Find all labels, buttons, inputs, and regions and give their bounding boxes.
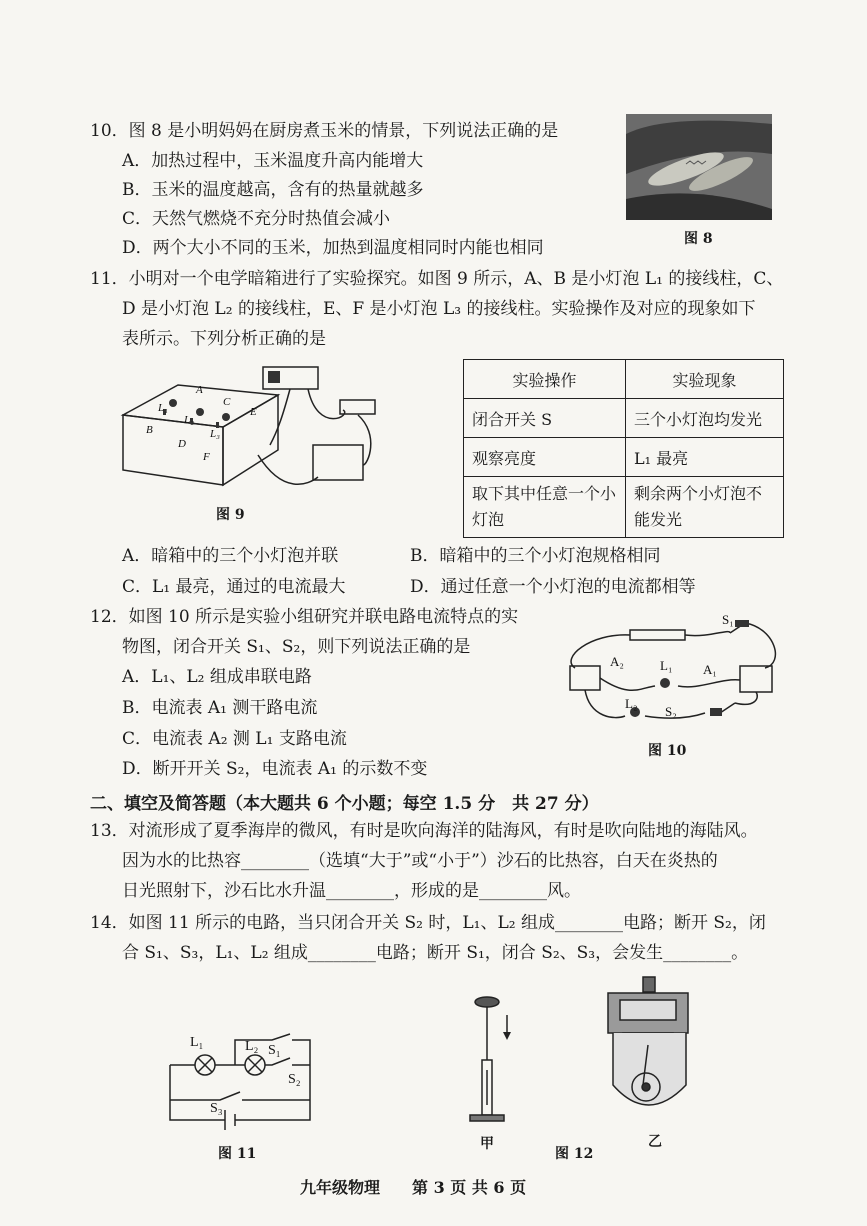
table-cell: 取下其中任意一个小灯泡: [464, 477, 626, 538]
figure-11-circuit: [160, 1020, 320, 1140]
figure-12-caption: 图 12: [555, 1146, 594, 1162]
fig11-label-L1: L₁: [190, 1035, 204, 1050]
figure-12-label-yi: 乙: [648, 1134, 662, 1150]
fig9-label-F: F: [203, 451, 210, 463]
q12-line-1: 12．如图 10 所示是实验小组研究并联电路电流特点的实: [90, 607, 519, 627]
corn-cooking-photo: [626, 114, 772, 220]
page-footer: 九年级物理 第 3 页 共 6 页: [300, 1178, 527, 1197]
q11-line-3: 表所示。下列分析正确的是: [122, 329, 326, 349]
fig10-label-A1: A₁: [703, 662, 717, 677]
figure-11-caption: 图 11: [218, 1146, 257, 1162]
table-header-phenomenon: 实验现象: [626, 360, 784, 399]
figure-12-yi-engine: [598, 975, 703, 1125]
q11-option-b: B．暗箱中的三个小灯泡规格相同: [410, 546, 661, 566]
q14-line-1: 14．如图 11 所示的电路，当只闭合开关 S₂ 时，L₁、L₂ 组成________电路；断开 S₂，闭: [90, 913, 766, 933]
figure-10-circuit: [560, 608, 785, 743]
fig10-label-S2: S₂: [665, 704, 677, 719]
q11-option-c: C．L₁ 最亮，通过的电流最大: [122, 577, 346, 597]
q12-option-a: A．L₁、L₂ 组成串联电路: [122, 667, 312, 687]
table-cell: 闭合开关 S: [464, 399, 626, 438]
fig11-label-L2: L₂: [245, 1039, 259, 1054]
figure-9-dark-box: [118, 355, 388, 505]
q13-line-1: 13．对流形成了夏季海岸的微风，有时是吹向海洋的陆海风，有时是吹向陆地的海陆风。: [90, 821, 758, 841]
fig9-label-L2: L₂: [184, 414, 194, 426]
q12-option-d: D．断开开关 S₂，电流表 A₁ 的示数不变: [122, 759, 428, 779]
q14-line-2: 合 S₁、S₃，L₁、L₂ 组成________电路；断开 S₁，闭合 S₂、S₃，会发生________。: [122, 943, 749, 963]
table-row: [464, 438, 784, 477]
section-2-heading: 二、填空及简答题（本大题共 6 个小题；每空 1.5 分 共 27 分）: [90, 794, 599, 814]
q13-line-2: 因为水的比热容________（选填“大于”或“小于”）沙石的比热容，白天在炎热的: [122, 851, 718, 871]
fig9-label-E: E: [250, 406, 257, 418]
table-cell: 剩余两个小灯泡不能发光: [626, 477, 784, 538]
q11-option-d: D．通过任意一个小灯泡的电流都相等: [410, 577, 696, 597]
q10-option-c: C．天然气燃烧不充分时热值会减小: [122, 209, 391, 229]
q10-option-a: A．加热过程中，玉米温度升高内能增大: [122, 151, 424, 171]
q12-line-2: 物图，闭合开关 S₁、S₂，则下列说法正确的是: [122, 637, 471, 657]
q10-option-b: B．玉米的温度越高，含有的热量就越多: [122, 180, 424, 200]
fig9-label-A: A: [196, 384, 203, 396]
fig9-label-L3: L₃: [210, 428, 220, 440]
q10-stem: 10．图 8 是小明妈妈在厨房煮玉米的情景，下列说法正确的是: [90, 121, 559, 141]
fig10-label-A2: A₂: [610, 654, 624, 669]
figure-12-label-jia: 甲: [480, 1136, 494, 1152]
q11-option-a: A．暗箱中的三个小灯泡并联: [122, 546, 339, 566]
figure-12-jia-apparatus: [465, 990, 525, 1125]
fig11-label-S3: S₃: [210, 1101, 223, 1116]
fig10-label-L2: L₂: [625, 696, 638, 711]
q12-option-b: B．电流表 A₁ 测干路电流: [122, 698, 318, 718]
fig9-label-C: C: [223, 396, 231, 408]
q11-line-2: D 是小灯泡 L₂ 的接线柱，E、F 是小灯泡 L₃ 的接线柱。实验操作及对应的现象如下: [122, 299, 756, 319]
fig10-label-L1: L₁: [660, 658, 673, 673]
figure-9-caption: 图 9: [216, 507, 245, 523]
table-cell: 观察亮度: [464, 438, 626, 477]
table-cell: L₁ 最亮: [626, 438, 784, 477]
table-header-operation: 实验操作: [464, 360, 626, 399]
figure-8-caption: 图 8: [684, 231, 713, 247]
fig10-label-S1: S₁: [722, 612, 734, 627]
table-row: [464, 477, 784, 538]
fig11-label-S2: S₂: [288, 1072, 301, 1087]
experiment-table: [463, 359, 784, 538]
table-header-row: [464, 360, 784, 399]
fig9-label-L1: L₁: [158, 402, 168, 414]
fig11-label-S1: S₁: [268, 1043, 281, 1058]
figure-10-caption: 图 10: [648, 743, 687, 759]
q11-line-1: 11．小明对一个电学暗箱进行了实验探究。如图 9 所示，A、B 是小灯泡 L₁ 的接线柱，C、: [90, 269, 784, 289]
table-row: [464, 399, 784, 438]
q10-option-d: D．两个大小不同的玉米，加热到温度相同时内能也相同: [122, 238, 544, 258]
fig9-label-D: D: [178, 438, 186, 450]
fig9-label-B: B: [146, 424, 153, 436]
q13-line-3: 日光照射下，沙石比水升温________，形成的是________风。: [122, 881, 581, 901]
q12-option-c: C．电流表 A₂ 测 L₁ 支路电流: [122, 729, 347, 749]
table-cell: 三个小灯泡均发光: [626, 399, 784, 438]
